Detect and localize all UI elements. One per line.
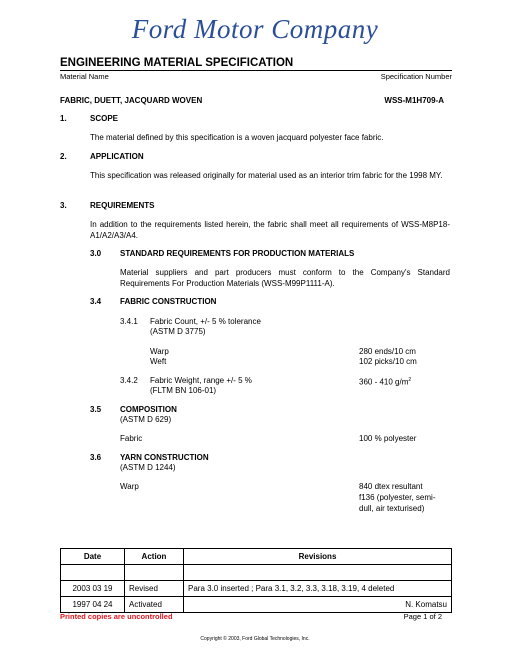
- subsection-title: FABRIC CONSTRUCTION: [120, 297, 217, 306]
- subsection-method: (ASTM D 629): [120, 415, 172, 424]
- spec-number: WSS-M1H709-A: [384, 96, 444, 105]
- subsection-title: STANDARD REQUIREMENTS FOR PRODUCTION MATERIALS: [120, 249, 355, 258]
- item-method: (FLTM BN 106-01): [150, 386, 217, 395]
- column-header: Revisions: [184, 549, 452, 565]
- page-number: Page 1 of 2: [403, 612, 442, 621]
- revision-text: N. Komatsu: [184, 597, 452, 613]
- section-title: SCOPE: [90, 114, 119, 123]
- column-header: Date: [61, 549, 125, 565]
- ford-logo: Ford Motor Company: [131, 14, 379, 44]
- yarn-value: 840 dtex resultant f136 (polyester, semi- dull, air texturised): [359, 482, 436, 513]
- revision-action: Activated: [125, 597, 184, 613]
- table-row: [61, 597, 452, 613]
- warp-label: Warp: [150, 347, 169, 356]
- item-method: (ASTM D 3775): [150, 327, 206, 336]
- composition-value: 100 % polyester: [359, 434, 417, 443]
- material-name-label: Material Name: [60, 72, 109, 81]
- table-row: [61, 565, 452, 581]
- section-title: REQUIREMENTS: [90, 201, 155, 210]
- column-header: Action: [125, 549, 184, 565]
- section-text: In addition to the requirements listed herein, the fabric shall meet all requirements of WSS-M8P18-A1/A2/A3/A4.: [90, 220, 450, 240]
- warp-value: 280 ends/10 cm: [359, 347, 416, 356]
- material-name: FABRIC, DUETT, JACQUARD WOVEN: [60, 96, 203, 105]
- revision-date: 2003 03 19: [61, 581, 125, 597]
- uncontrolled-notice: Printed copies are uncontrolled: [60, 612, 173, 621]
- weight-value: 360 - 410 $g/m^2$: [359, 377, 412, 387]
- weft-label: Weft: [150, 357, 167, 366]
- revision-table: [60, 548, 452, 613]
- table-row: [61, 581, 452, 597]
- subsection-text: Material suppliers and part producers must conform to the Company's Standard Requirements For Production Materials (WSS-M99P1111-A).: [120, 268, 450, 288]
- revision-action: Revised: [125, 581, 184, 597]
- section-title: APPLICATION: [90, 152, 144, 161]
- item-text: Fabric Count, +/- 5 % tolerance: [150, 317, 261, 326]
- item-number: 3.4.2: [120, 376, 138, 385]
- weft-value: 102 picks/10 cm: [359, 357, 417, 366]
- section-text: The material defined by this specification is a woven jacquard polyester face fabric.: [90, 133, 384, 142]
- header-rule: [60, 70, 452, 71]
- subsection-title: COMPOSITION: [120, 405, 177, 414]
- item-text: Fabric Weight, range +/- 5 %: [150, 376, 252, 385]
- subsection-number: 3.5: [90, 405, 102, 414]
- subsection-number: 3.0: [90, 249, 102, 258]
- revision-date: 1997 04 24: [61, 597, 125, 613]
- subsection-method: (ASTM D 1244): [120, 463, 176, 472]
- item-number: 3.4.1: [120, 317, 138, 326]
- spec-number-label: Specification Number: [380, 72, 452, 81]
- revision-text: Para 3.0 inserted ; Para 3.1, 3.2, 3.3, 3.18, 3.19, 4 deleted: [184, 581, 452, 597]
- page-title: ENGINEERING MATERIAL SPECIFICATION: [60, 57, 294, 69]
- section-number: 1.: [60, 114, 67, 123]
- copyright: Copyright © 2003, Ford Global Technologies, Inc.: [200, 636, 310, 642]
- section-number: 2.: [60, 152, 67, 161]
- subsection-number: 3.4: [90, 297, 102, 306]
- subsection-number: 3.6: [90, 453, 102, 462]
- subsection-title: YARN CONSTRUCTION: [120, 453, 209, 462]
- section-number: 3.: [60, 201, 67, 210]
- yarn-label: Warp: [120, 482, 139, 491]
- composition-label: Fabric: [120, 434, 143, 443]
- section-text: This specification was released originally for material used as an interior trim fabric for the 1998 MY.: [90, 171, 443, 180]
